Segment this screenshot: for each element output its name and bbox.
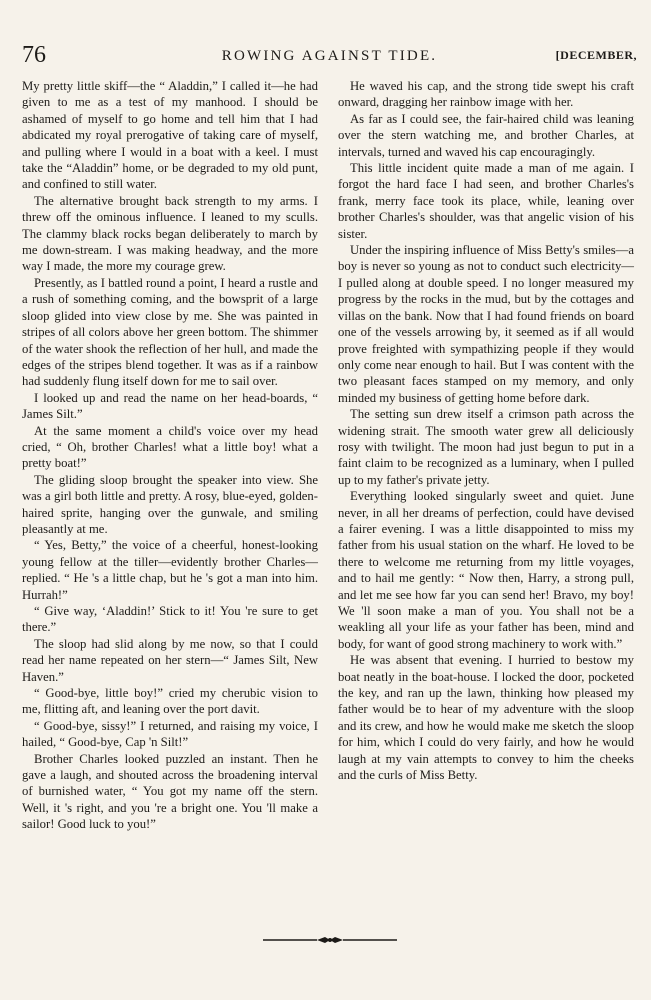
- paragraph: The gliding sloop brought the speaker into view. She was a girl both little and pretty. A rosy, blue-eyed, golden-haired sprite, hanging over the gunwale, and smiling pleasantly at me.: [22, 472, 318, 536]
- paragraph: As far as I could see, the fair-haired child was leaning over the stern watching me, and brother Charles, at intervals, turned and waved his cap encouragingly.: [338, 111, 634, 159]
- running-month: [DECEMBER,: [555, 48, 637, 62]
- paragraph: The alternative brought back strength to my arms. I threw off the ominous influence. I leaned to my sculls. The clammy black rocks began deliberately to march by me down-stream. I was making headway, and the more way I made, the more my courage grew.: [22, 193, 318, 274]
- paragraph: Everything looked singularly sweet and quiet. June never, in all her dreams of perfection, could have devised a fairer evening. I was a little disappointed to miss my father from his usual station on the wharf. He loved to be there to welcome me returning from my little voyages, and to hail me gently: “ Now then, Harry, a strong pull, and let me see how far you can send her! Bravo, my boy! We 'll soon make a man of you. You shall not be a weakling all your life as your father has been, mind and body, for want of good strong machinery to work with.”: [338, 489, 634, 651]
- paragraph: “ Good-bye, sissy!” I returned, and raising my voice, I hailed, “ Good-bye, Cap 'n Silt!”: [22, 718, 318, 750]
- paragraph: He was absent that evening. I hurried to bestow my boat neatly in the boat-house. I locked the door, pocketed the key, and ran up the lawn, thinking how pleased my father would be to hear of my adventure with the sloop and its crew, and how he would make me sketch the sloop for him, which I could do very fairly, and how he would laugh at my vain attempts to convey to him the cheeks and the curls of Miss Betty.: [338, 653, 634, 783]
- page-number: 76: [22, 42, 46, 68]
- end-ornament: [255, 935, 405, 945]
- paragraph: “ Good-bye, little boy!” cried my cherubic vision to me, flitting aft, and leaning over the port davit.: [22, 686, 318, 717]
- paragraph: “ Give way, ‘Aladdin!’ Stick to it! You 're sure to get there.”: [22, 604, 318, 635]
- paragraph: At the same moment a child's voice over my head cried, “ Oh, brother Charles! what a little boy! what a pretty boat!”: [22, 423, 318, 471]
- right-column: [338, 78, 634, 783]
- paragraph: Under the inspiring influence of Miss Betty's smiles—a boy is never so young as not to conduct such electricity—I pulled along at double speed. I no longer measured my progress by the rocks in the mud, but by the cottages and villas on the bank. Now that I had found friends on board one of the vessels arrowing by, it seemed as if all would prove freighted with sympathizing people if they would only come near enough to hail. But I was content with the two pleasant faces stamped on my memory, and only minded my business of getting home before dark.: [338, 243, 634, 405]
- paragraph: I looked up and read the name on her head-boards, “ James Silt.”: [22, 390, 318, 422]
- page-header: [22, 40, 637, 70]
- paragraph: Presently, as I battled round a point, I heard a rustle and a rush of something coming, and the bowsprit of a large sloop glided into view close by me. She was painted in stripes of all colors above her green bottom. The shimmer of the water shook the reflection of her hull, and made the edges of the stripes blend together. It was as if a rainbow had suddenly flung itself down for me to sail over.: [22, 275, 318, 389]
- paragraph: This little incident quite made a man of me again. I forgot the hard face I had seen, and brother Charles's frank, merry face took its place, while, leaning over brother Charles's shoulder, was that angelic vision of his sister.: [338, 161, 634, 241]
- paragraph: My pretty little skiff—the “ Aladdin,” I called it—he had given to me as a test of my manhood. I should be ashamed of myself to go home and tell him that I had abdicated my royal prerogative of taking care of myself, and pulling where I would in a boat with a keel. I must take the “Aladdin” home, or be degraded to my old punt, and confined to still water.: [22, 79, 318, 192]
- paragraph: The sloop had slid along by me now, so that I could read her name repeated on her stern—“ James Silt, New Haven.”: [22, 636, 318, 684]
- paragraph: “ Yes, Betty,” the voice of a cheerful, honest-looking young fellow at the tiller—evidently brother Charles—replied. “ He 's a little chap, but he 's got a man into him. Hurrah!”: [22, 538, 318, 602]
- paragraph: The setting sun drew itself a crimson path across the widening strait. The smooth water grew all deliciously rosy with twilight. The moon had just begun to put in a faint claim to be recognized as a luminary, when I pulled up to my father's private jetty.: [338, 407, 634, 487]
- paragraph: He waved his cap, and the strong tide swept his craft onward, dragging her rainbow image with her.: [338, 79, 634, 110]
- paragraph: Brother Charles looked puzzled an instant. Then he gave a laugh, and shouted across the broadening interval of burnished water, “ You got my name off the stern. Well, it 's right, and you 're a bright one. You 'll make a sailor! Good luck to you!”: [22, 751, 318, 832]
- running-title: ROWING AGAINST TIDE.: [221, 48, 438, 64]
- left-column: [22, 78, 318, 833]
